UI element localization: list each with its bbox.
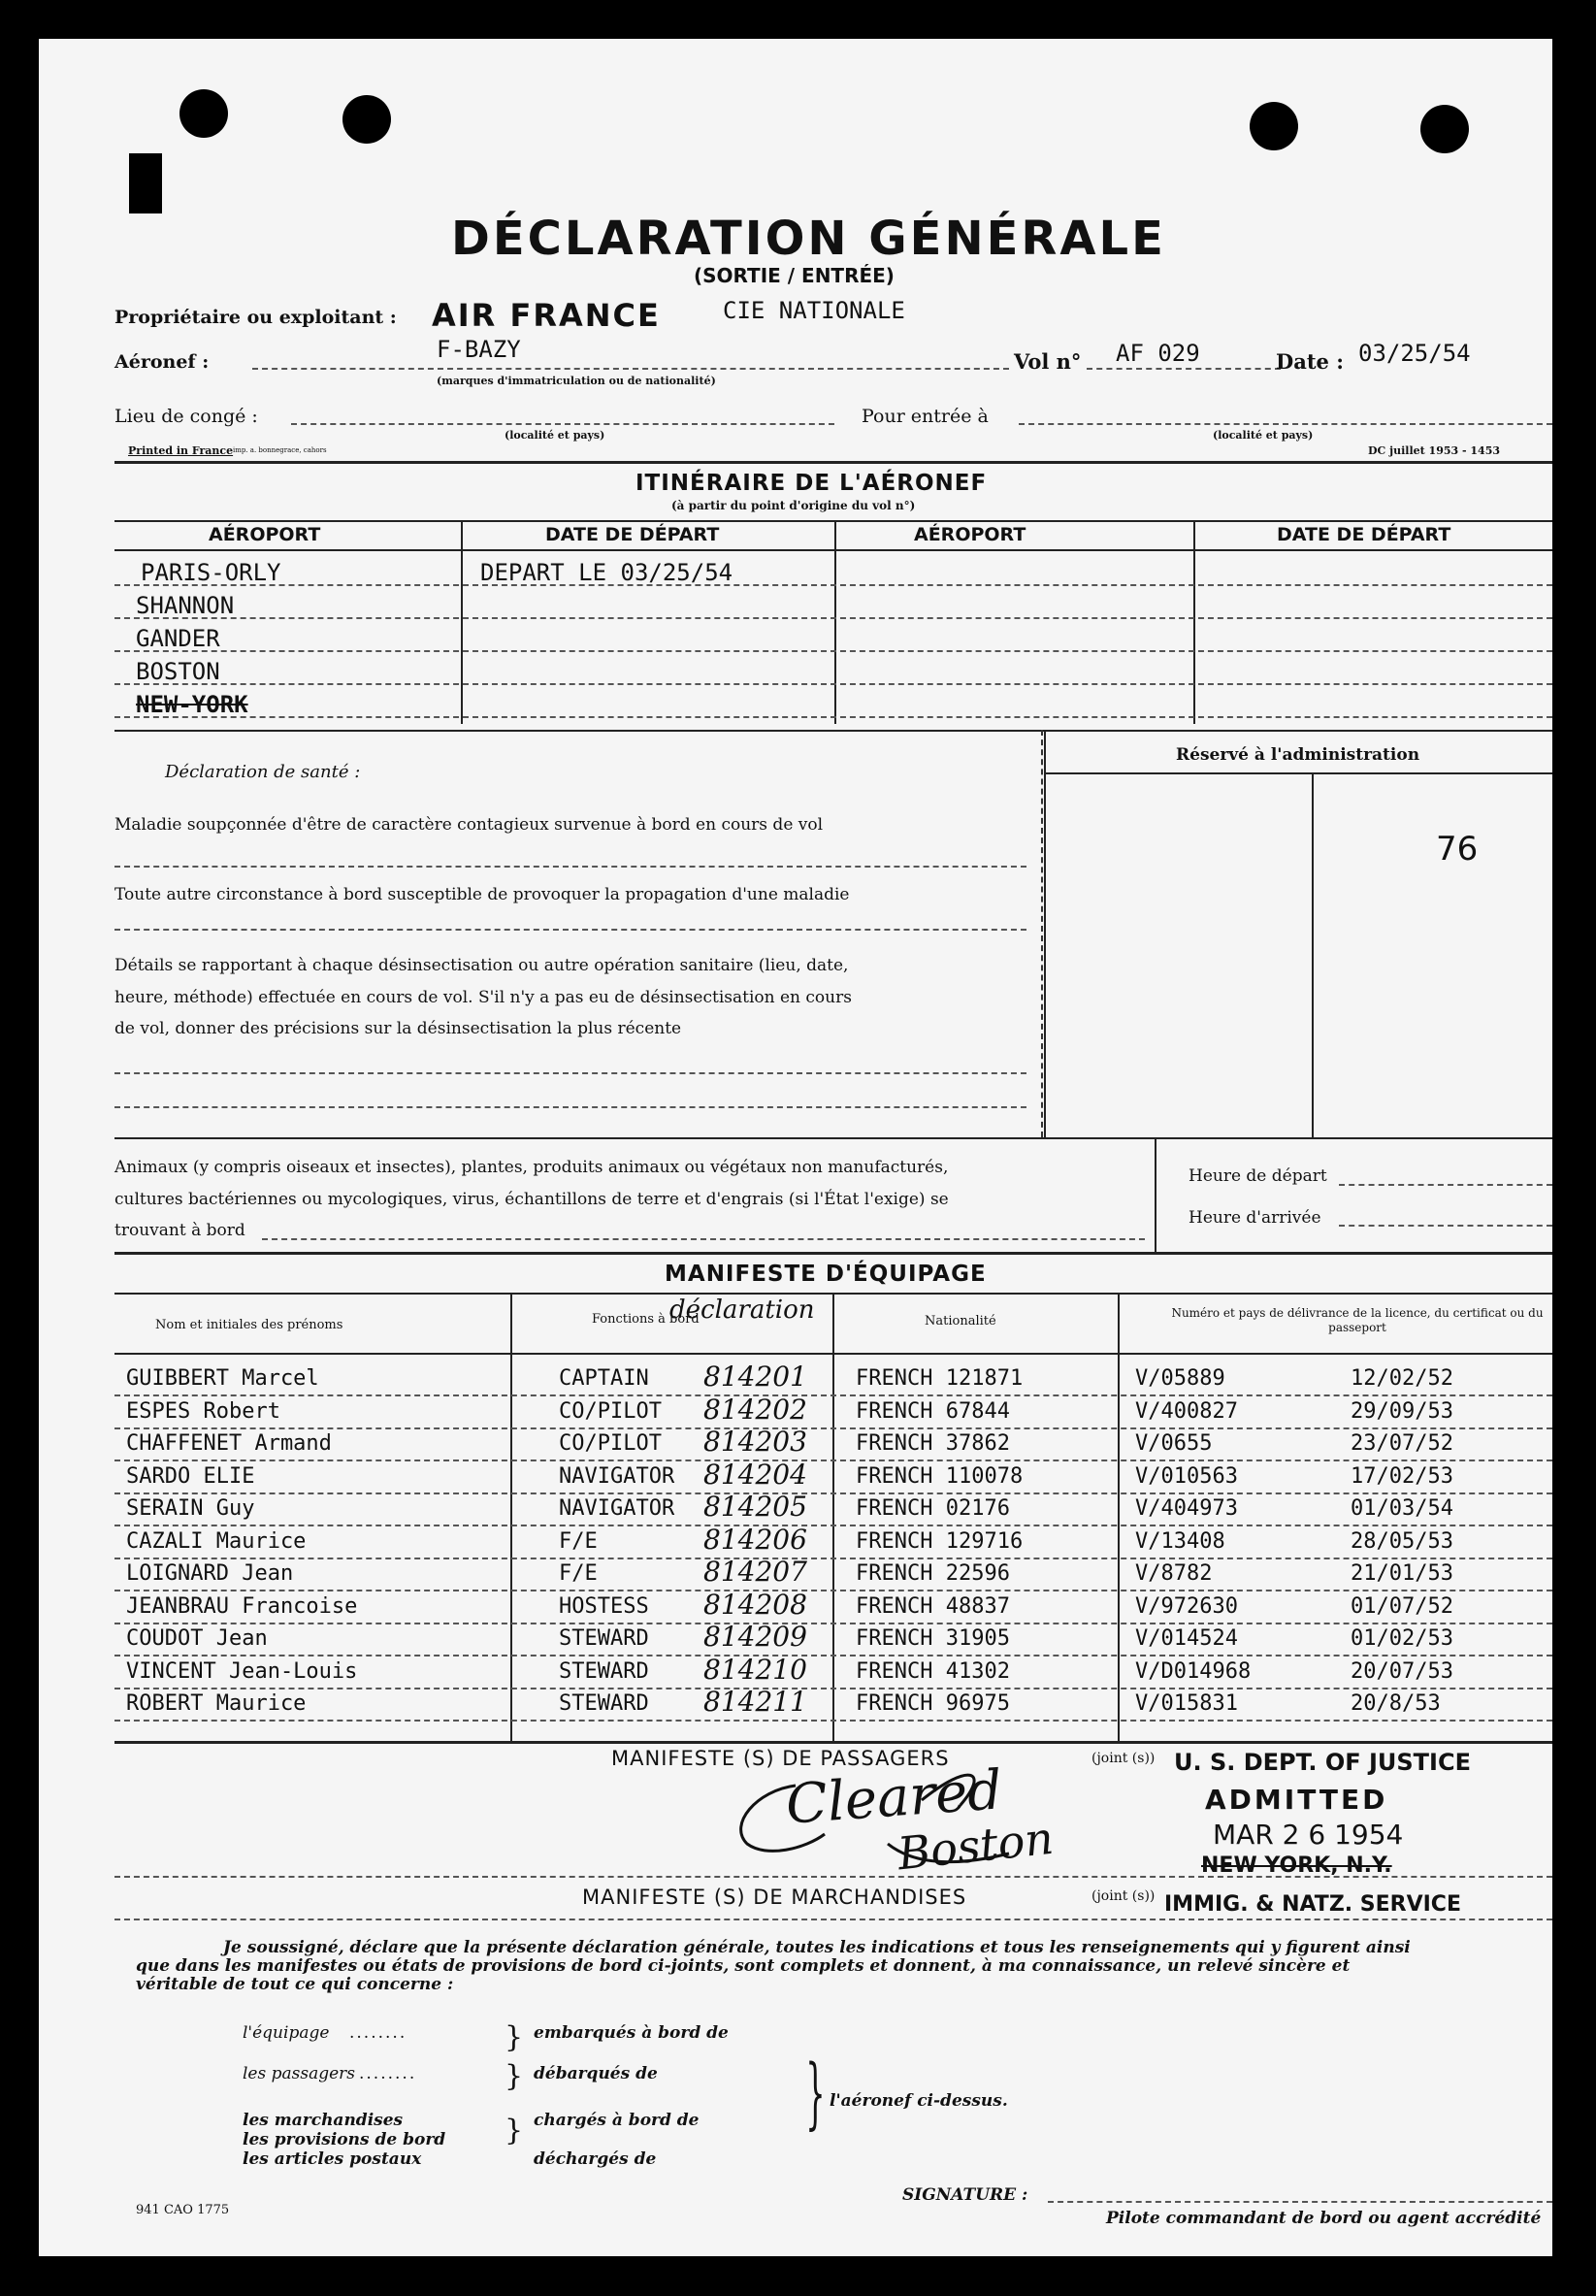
stamp-admitted: ADMITTED: [1205, 1784, 1388, 1816]
clearance-locality-note: (localité et pays): [505, 429, 605, 442]
health-line: Maladie soupçonnée d'être de caractère contagieux survenue à bord en cours de vol: [114, 815, 824, 835]
crew-bottom-rule: [114, 1741, 1552, 1744]
crew-name: LOIGNARD Jean: [126, 1561, 294, 1586]
itinerary-airport: PARIS-ORLY: [141, 559, 281, 586]
crew-license-date: 28/05/53: [1351, 1528, 1453, 1554]
print-note-left: Printed in France: [128, 444, 234, 457]
animals-line: trouvant à bord: [114, 1221, 245, 1240]
health-rule: [114, 866, 1026, 868]
header-rule: [114, 461, 1552, 464]
crew-nationality: FRENCH 37862: [856, 1431, 1010, 1456]
itinerary-departure: DEPART LE 03/25/54: [480, 559, 733, 586]
crew-license-date: 17/02/53: [1351, 1463, 1453, 1489]
crew-divider: [832, 1293, 834, 1741]
admin-rule: [1044, 772, 1552, 774]
departure-time-label: Heure de départ: [1189, 1166, 1327, 1186]
crew-row-line: [114, 1492, 1552, 1494]
crew-license: V/010563: [1135, 1463, 1238, 1489]
aircraft-label: Aéronef :: [114, 351, 210, 373]
itinerary-divider: [834, 520, 836, 724]
crew-row-line: [114, 1558, 1552, 1559]
crew-license: V/D014968: [1135, 1658, 1252, 1684]
admin-divider: [1312, 772, 1314, 1137]
crew-divider: [510, 1293, 512, 1741]
arrival-time-label: Heure d'arrivée: [1189, 1208, 1321, 1228]
crew-license-date: 20/8/53: [1351, 1691, 1441, 1716]
animals-top-rule: [114, 1137, 1552, 1139]
declaration-action: déchargés de: [534, 2149, 657, 2169]
crew-row-line: [114, 1394, 1552, 1396]
cargo-joint: (joint (s)): [1091, 1888, 1156, 1904]
stamp-line: IMMIG. & NATZ. SERVICE: [1164, 1892, 1461, 1917]
cargo-rule: [114, 1919, 1552, 1920]
document-page: [39, 39, 1552, 2256]
crew-role: F/E: [559, 1561, 598, 1586]
health-rule: [114, 929, 1026, 931]
print-note-right: DC juillet 1953 - 1453: [1368, 444, 1501, 457]
aircraft-line: [252, 368, 1009, 370]
owner-typed-value: CIE NATIONALE: [723, 297, 905, 324]
crew-row-line: [114, 1655, 1552, 1656]
aircraft-note: (marques d'immatriculation ou de nationalité): [437, 375, 716, 387]
crew-name: SERAIN Guy: [126, 1496, 255, 1521]
crew-nationality: FRENCH 41302: [856, 1658, 1010, 1684]
crew-annotation: déclaration: [669, 1296, 815, 1325]
punch-hole-mark: [1250, 102, 1298, 150]
crew-name: CAZALI Maurice: [126, 1528, 307, 1554]
crew-license-date: 23/07/52: [1351, 1431, 1453, 1456]
crew-name: CHAFFENET Armand: [126, 1431, 332, 1456]
itinerary-airport: BOSTON: [136, 658, 220, 685]
crew-declaration-number: 814203: [703, 1426, 807, 1458]
signature-line: [1048, 2201, 1552, 2203]
crew-name: ESPES Robert: [126, 1398, 280, 1424]
crew-declaration-number: 814211: [703, 1686, 807, 1718]
crew-header-license: Numéro et pays de délivrance de la licence, du certificat ou du passeport: [1171, 1306, 1544, 1334]
page-subtitle: (SORTIE / ENTRÉE): [694, 264, 895, 287]
crew-role: STEWARD: [559, 1691, 649, 1716]
stamp-line: NEW YORK, N.Y.: [1201, 1853, 1392, 1878]
footer-code: 941 CAO 1775: [136, 2203, 230, 2217]
crew-role: STEWARD: [559, 1658, 649, 1684]
owner-printed-value: AIR FRANCE: [432, 297, 661, 334]
flight-number: AF 029: [1116, 340, 1200, 367]
health-rule: [114, 1106, 1026, 1108]
declaration-action: débarqués de: [534, 2064, 658, 2083]
crew-nationality: FRENCH 96975: [856, 1691, 1010, 1716]
crew-nationality: FRENCH 129716: [856, 1528, 1024, 1554]
crew-role: STEWARD: [559, 1626, 649, 1651]
health-top-rule: [114, 730, 1552, 732]
declaration-line: que dans les manifestes ou états de provisions de bord ci-joints, sont complets et donnent, à ma connaissance, un relevé sincère et: [136, 1956, 1351, 1976]
itinerary-airport: SHANNON: [136, 592, 235, 619]
crew-name: COUDOT Jean: [126, 1626, 268, 1651]
passengers-joint: (joint (s)): [1091, 1751, 1156, 1766]
pilot-label: Pilote commandant de bord ou agent accrédité: [1106, 2209, 1542, 2228]
clearance-label: Lieu de congé :: [114, 406, 258, 427]
crew-nationality: FRENCH 31905: [856, 1626, 1010, 1651]
brace-mark: }: [805, 2048, 826, 2138]
crew-row-line: [114, 1460, 1552, 1461]
itinerary-airport: NEW-YORK: [136, 691, 248, 718]
crew-license-date: 21/01/53: [1351, 1561, 1453, 1586]
crew-license-date: 29/09/53: [1351, 1398, 1453, 1424]
itinerary-row-line: [114, 617, 1552, 619]
crew-header-name: Nom et initiales des prénoms: [155, 1318, 343, 1332]
animals-divider: [1155, 1137, 1156, 1252]
itinerary-row-line: [114, 650, 1552, 652]
brace-mark: }: [505, 2059, 524, 2093]
health-title: Déclaration de santé :: [165, 762, 361, 782]
arrival-time-line: [1339, 1225, 1552, 1227]
brace-mark: }: [505, 2114, 524, 2148]
crew-role: NAVIGATOR: [559, 1496, 675, 1521]
health-line: Détails se rapportant à chaque désinsectisation ou autre opération sanitaire (lieu, date,: [114, 956, 849, 975]
health-line: de vol, donner des précisions sur la désinsectisation la plus récente: [114, 1019, 682, 1038]
crew-declaration-number: 814204: [703, 1458, 807, 1491]
print-note-left-small: imp. a. bonnegrace, cahors: [233, 446, 327, 454]
crew-row-line: [114, 1623, 1552, 1624]
crew-row-line: [114, 1720, 1552, 1722]
itinerary-header-date-2: DATE DE DÉPART: [1277, 524, 1451, 545]
date-value: 03/25/54: [1358, 340, 1471, 367]
crew-divider: [1118, 1293, 1120, 1741]
declaration-line: véritable de tout ce qui concerne :: [136, 1975, 454, 1994]
crew-license-date: 12/02/52: [1351, 1366, 1453, 1391]
itinerary-row-line: [114, 716, 1552, 718]
aircraft-registration: F-BAZY: [437, 336, 521, 363]
health-rule: [114, 1072, 1026, 1074]
page-title: DÉCLARATION GÉNÉRALE: [451, 212, 1166, 266]
crew-header-nationality: Nationalité: [925, 1314, 996, 1328]
crew-nationality: FRENCH 121871: [856, 1366, 1024, 1391]
animals-line: Animaux (y compris oiseaux et insectes), plantes, produits animaux ou végétaux non manufacturés,: [114, 1158, 949, 1177]
crew-name: SARDO ELIE: [126, 1463, 255, 1489]
crew-header-role: Fonctions à bord: [592, 1312, 700, 1327]
declaration-action: chargés à bord de: [534, 2111, 700, 2130]
admin-title: Réservé à l'administration: [1176, 745, 1420, 765]
brace-mark: }: [505, 2020, 524, 2054]
stamp-line: U. S. DEPT. OF JUSTICE: [1174, 1749, 1471, 1776]
itinerary-header-rule: [114, 549, 1552, 551]
entry-line: [1019, 423, 1552, 425]
declaration-item: les articles postaux: [243, 2149, 422, 2169]
signature-label: SIGNATURE :: [902, 2185, 1028, 2205]
crew-license: V/014524: [1135, 1626, 1238, 1651]
crew-license: V/8782: [1135, 1561, 1213, 1586]
crew-license: V/0655: [1135, 1431, 1213, 1456]
clearance-line: [291, 423, 834, 425]
crew-license: V/015831: [1135, 1691, 1238, 1716]
itinerary-header-date-1: DATE DE DÉPART: [545, 524, 720, 545]
health-line: Toute autre circonstance à bord susceptible de provoquer la propagation d'une maladie: [114, 885, 850, 904]
animals-line: cultures bactériennes ou mycologiques, virus, échantillons de terre et d'engrais (si l'État l'exige) se: [114, 1190, 949, 1209]
crew-license-date: 01/02/53: [1351, 1626, 1453, 1651]
entry-label: Pour entrée à: [862, 406, 989, 427]
crew-role: CO/PILOT: [559, 1431, 662, 1456]
admin-number: 76: [1436, 830, 1479, 869]
crew-role: CAPTAIN: [559, 1366, 649, 1391]
crew-declaration-number: 814206: [703, 1523, 807, 1556]
punch-hole-mark: [1420, 105, 1469, 153]
handwritten-cleared: Cleared: [784, 1758, 1005, 1837]
crew-role: NAVIGATOR: [559, 1463, 675, 1489]
crew-declaration-number: 814210: [703, 1653, 807, 1686]
punch-hole-mark: [342, 95, 391, 144]
declaration-item: les marchandises: [243, 2111, 404, 2130]
crew-top-rule: [114, 1252, 1552, 1255]
crew-row-line: [114, 1525, 1552, 1526]
crew-row-line: [114, 1590, 1552, 1591]
punch-hole-mark: [179, 89, 228, 138]
declaration-action: embarqués à bord de: [534, 2023, 729, 2043]
crew-nationality: FRENCH 67844: [856, 1398, 1010, 1424]
crew-name: VINCENT Jean-Louis: [126, 1658, 358, 1684]
itinerary-title: ITINÉRAIRE DE L'AÉRONEF: [635, 471, 988, 496]
itinerary-row-line: [114, 683, 1552, 685]
stamp-date: MAR 2 6 1954: [1213, 1819, 1404, 1851]
crew-role: HOSTESS: [559, 1593, 649, 1619]
crew-declaration-number: 814208: [703, 1588, 807, 1621]
crew-license-date: 20/07/53: [1351, 1658, 1453, 1684]
crew-name: ROBERT Maurice: [126, 1691, 307, 1716]
declaration-item: les passagers: [243, 2064, 356, 2083]
crew-row-line: [114, 1427, 1552, 1429]
crew-license-date: 01/07/52: [1351, 1593, 1453, 1619]
crew-license: V/05889: [1135, 1366, 1225, 1391]
animals-rule: [262, 1238, 1145, 1240]
itinerary-row-line: [114, 584, 1552, 586]
declaration-dots: ........: [359, 2064, 417, 2083]
date-label: Date :: [1276, 349, 1344, 374]
health-line: heure, méthode) effectuée en cours de vol. S'il n'y a pas eu de désinsectisation en cours: [114, 988, 852, 1007]
declaration-item: les provisions de bord: [243, 2130, 446, 2149]
crew-license: V/13408: [1135, 1528, 1225, 1554]
owner-label: Propriétaire ou exploitant :: [114, 307, 397, 328]
crew-nationality: FRENCH 110078: [856, 1463, 1024, 1489]
declaration-dots: ........: [349, 2023, 407, 2043]
itinerary-divider: [1193, 520, 1195, 724]
crew-nationality: FRENCH 02176: [856, 1496, 1010, 1521]
declaration-item: l'équipage: [243, 2023, 330, 2043]
flight-line: [1087, 368, 1281, 370]
crew-name: JEANBRAU Francoise: [126, 1593, 358, 1619]
crew-nationality: FRENCH 22596: [856, 1561, 1010, 1586]
crew-declaration-number: 814202: [703, 1393, 807, 1426]
crew-declaration-number: 814205: [703, 1491, 807, 1523]
passengers-label: MANIFESTE (S) DE PASSAGERS: [611, 1747, 950, 1770]
crew-declaration-number: 814207: [703, 1556, 807, 1588]
crew-license: V/404973: [1135, 1496, 1238, 1521]
departure-time-line: [1339, 1184, 1552, 1186]
handwritten-boston: Boston: [895, 1811, 1057, 1881]
crew-declaration-number: 814201: [703, 1361, 807, 1393]
health-admin-divider: [1041, 730, 1043, 1137]
crew-title: MANIFESTE D'ÉQUIPAGE: [665, 1262, 987, 1287]
health-admin-divider: [1044, 730, 1046, 1137]
crew-license: V/972630: [1135, 1593, 1238, 1619]
crew-declaration-number: 814209: [703, 1621, 807, 1653]
declaration-aircraft-ref: l'aéronef ci-dessus.: [830, 2091, 1008, 2111]
crew-license: V/400827: [1135, 1398, 1238, 1424]
itinerary-header-airport-1: AÉROPORT: [209, 524, 321, 545]
flight-label: Vol n°: [1014, 349, 1082, 374]
crew-license-date: 01/03/54: [1351, 1496, 1453, 1521]
crew-role: CO/PILOT: [559, 1398, 662, 1424]
crew-nationality: FRENCH 48837: [856, 1593, 1010, 1619]
crew-role: F/E: [559, 1528, 598, 1554]
itinerary-subtitle: (à partir du point d'origine du vol n°): [671, 499, 916, 512]
crew-name: GUIBBERT Marcel: [126, 1366, 319, 1391]
itinerary-airport: GANDER: [136, 625, 220, 652]
entry-locality-note: (localité et pays): [1213, 429, 1314, 442]
itinerary-rule: [114, 520, 1552, 522]
itinerary-divider: [461, 520, 463, 724]
crew-row-line: [114, 1688, 1552, 1689]
itinerary-header-airport-2: AÉROPORT: [914, 524, 1026, 545]
cargo-label: MANIFESTE (S) DE MARCHANDISES: [582, 1886, 967, 1909]
staple-mark: [129, 153, 162, 213]
declaration-line: Je soussigné, déclare que la présente déclaration générale, toutes les indications et tous les renseignements qui y figurent ainsi: [223, 1938, 1411, 1957]
